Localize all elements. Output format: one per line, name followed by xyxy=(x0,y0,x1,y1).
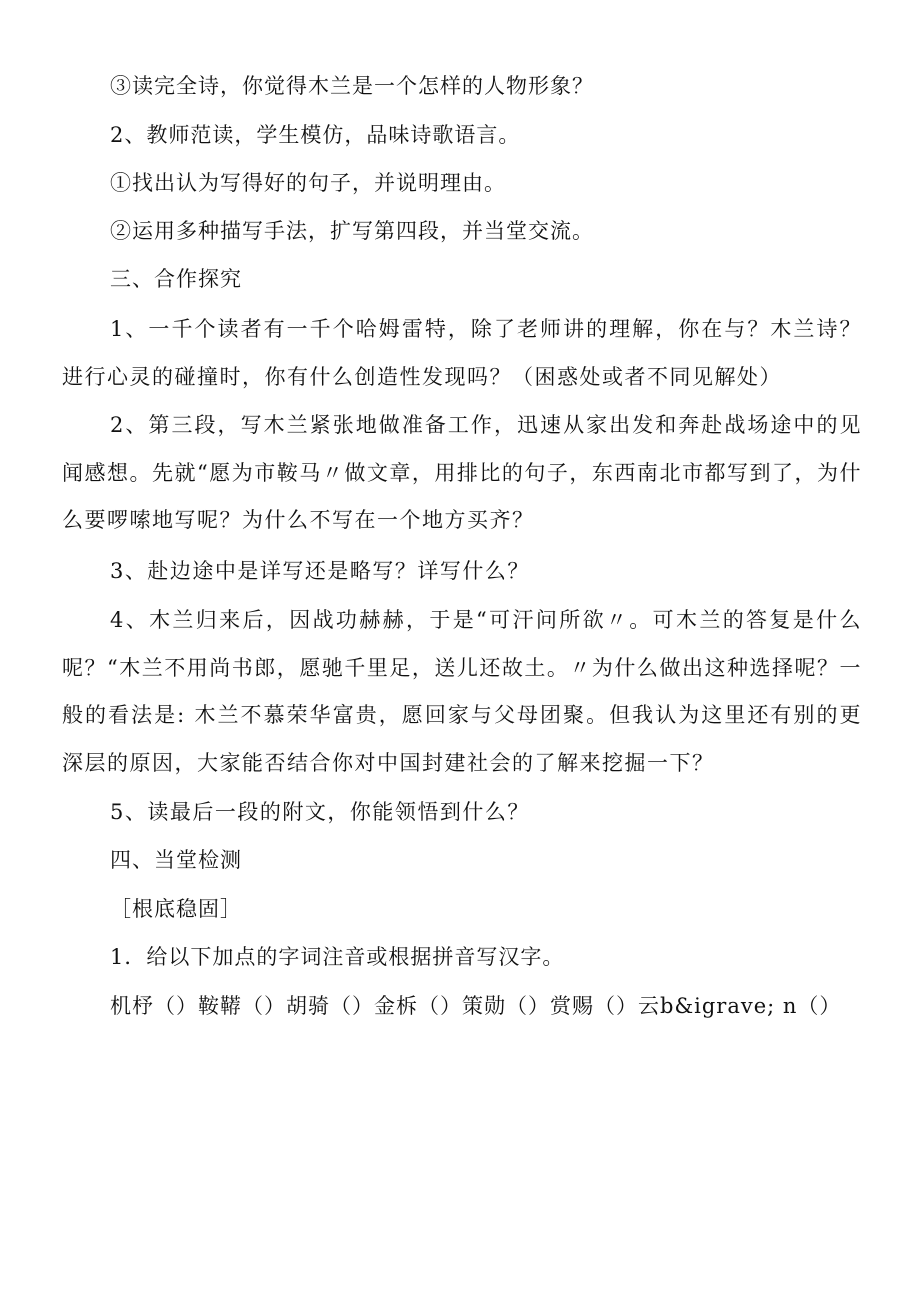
teacher-reading-line: 2、教师范读，学生模仿，品味诗歌语言。 xyxy=(110,123,521,147)
question-1: 1．给以下加点的字词注音或根据拼音写汉字。 xyxy=(110,945,565,969)
discussion-paragraph-1: 1、一千个读者有一千个哈姆雷特，除了老师讲的理解，你在与？木兰诗？进行心灵的碰撞时，你有什么创造性发现吗？（困惑处或者不同见解处） xyxy=(62,317,862,389)
task-2-line: ②运用多种描写手法，扩写第四段，并当堂交流。 xyxy=(110,219,594,243)
subsection-heading: ［根底稳固］ xyxy=(110,897,242,921)
question-3-line: ③读完全诗，你觉得木兰是一个怎样的人物形象？ xyxy=(110,74,594,98)
discussion-paragraph-2: 2、第三段，写木兰紧张地做准备工作，迅速从家出发和奔赴战场途中的见闻感想。先就“愿为市鞍马〃做文章，用排比的句子，东西南北市都写到了，为什么要啰嗦地写呢？为什么不写在一个地方买齐？ xyxy=(62,413,862,532)
task-1-line: ①找出认为写得好的句子，并说明理由。 xyxy=(110,171,506,195)
section-three-heading: 三、合作探究 xyxy=(110,267,242,291)
discussion-paragraph-4: 4、木兰归来后，因战功赫赫，于是“可汗问所欲〃。可木兰的答复是什么呢？“木兰不用尚书郎，愿驰千里足，送儿还故土。〃为什么做出这种选择呢？一般的看法是: 木兰不慕荣华富贵，愿回家与父母团聚。但我认为这里还有别的更深层的原因，大家能否结合你对中国封建社会的了解来挖掘一下？ xyxy=(62,608,862,775)
discussion-paragraph-3: 3、赴边途中是详写还是略写？详写什么？ xyxy=(110,559,530,583)
vocab-line: 机杼（）鞍鞯（）胡骑（）金柝（）策勋（）赏赐（）云b&igrave; n（） xyxy=(110,994,842,1018)
section-four-heading: 四、当堂检测 xyxy=(110,848,242,872)
discussion-paragraph-5: 5、读最后一段的附文，你能领悟到什么？ xyxy=(110,800,530,824)
